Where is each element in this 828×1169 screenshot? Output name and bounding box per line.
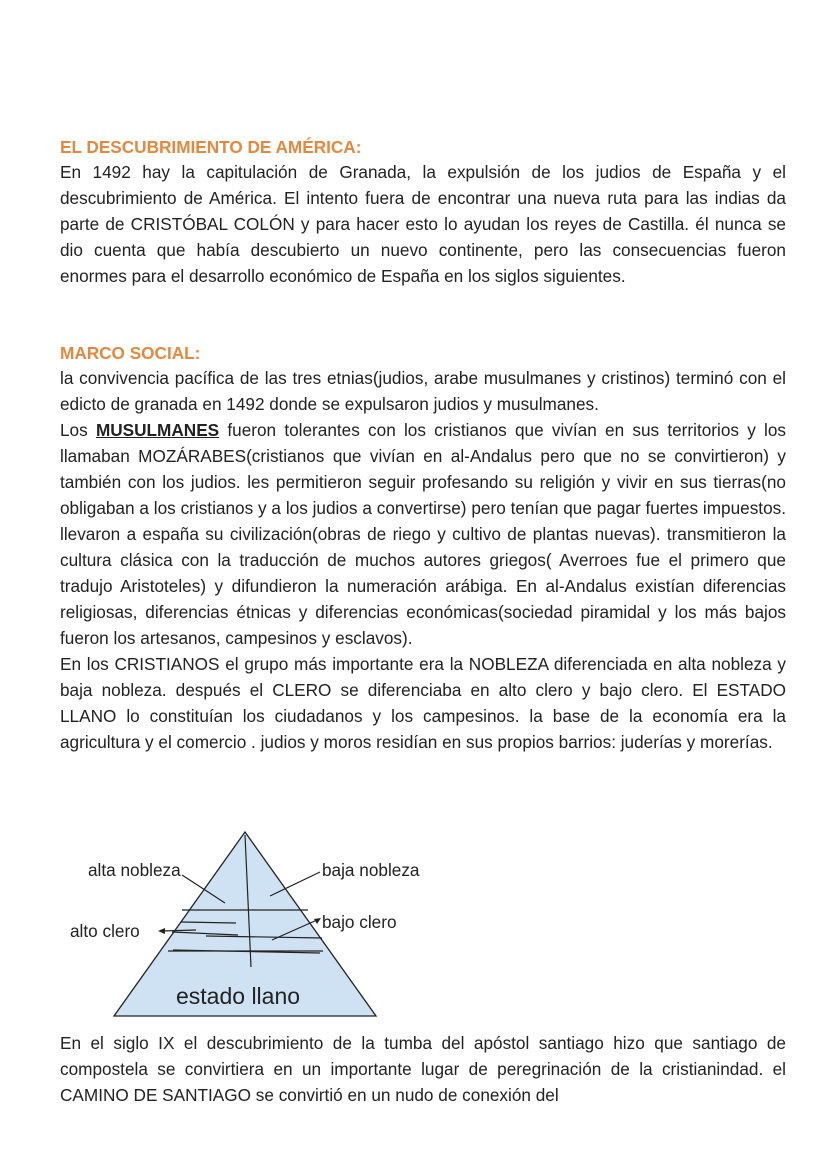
paragraph-descubrimiento-text: En 1492 hay la capitulación de Granada, la expulsión de los judios de España y el descubrimiento de América. El intento fuera de encontrar una nueva ruta para las indias da parte de CRISTÓBAL COLÓN y para hacer esto lo ayudan los reyes de Castilla. él nunca se dio cuenta que había descubierto un nuevo continente, pero las consecuencias fueron enormes para el desarrollo económico de España en los siglos siguientes. (60, 162, 786, 286)
label-estado-llano: estado llano (176, 983, 301, 1009)
paragraph-marco-social (60, 365, 786, 755)
social-pyramid-diagram (60, 830, 460, 1022)
paragraph-camino-santiago (60, 1030, 786, 1108)
musulmanes-term: MUSULMANES (95, 420, 220, 440)
heading-descubrimiento: EL DESCUBRIMIENTO DE AMÉRICA: (60, 137, 362, 157)
musulmanes-prefix: Los (60, 420, 96, 440)
label-bajo-clero: bajo clero (322, 912, 397, 932)
paragraph-convivencia: la convivencia pacífica de las tres etnias(judios, arabe musulmanes y cristinos) terminó con el edicto de granada en 1492 donde se expulsaron judios y musulmanes. (60, 368, 786, 414)
alto-clero-arrowhead (158, 928, 165, 934)
paragraph-camino-santiago-text: En el siglo IX el descubrimiento de la tumba del apóstol santiago hizo que santiago de compostela se convirtiera en un importante lugar de peregrinación de la cristianindad. el CAMINO DE SANTIAGO se convirtió en un nudo de conexión del (60, 1033, 786, 1105)
label-alta-nobleza: alta nobleza (88, 860, 181, 880)
paragraph-musulmanes (60, 417, 786, 651)
musulmanes-rest: fueron tolerantes con los cristianos que vivían en sus territorios y los llamaban MOZÁRABES(cristianos que vivían en al-Andalus pero que no se convirtieron) y también con los judios. les permitieron seguir profesando su religión y vivir en sus tierras(no obligaban a los cristianos y a los judios a convertirse) pero tenían que pagar fuertes impuestos. llevaron a españa su civilización(obras de riego y cultivo de plantas nuevas). transmitieron la cultura clásica con la traducción de muchos autores griegos( Averroes fue el primero que tradujo Aristoteles) y difundieron la numeración arábiga. En al-Andalus existían diferencias religiosas, diferencias étnicas y diferencias económicas(sociedad piramidal y los más bajos fueron los artesanos, campesinos y esclavos). (60, 420, 786, 648)
heading-marco-social: MARCO SOCIAL: (60, 343, 201, 363)
paragraph-cristianos: En los CRISTIANOS el grupo más importante era la NOBLEZA diferenciada en alta nobleza y baja nobleza. después el CLERO se diferenciaba en alto clero y bajo clero. El ESTADO LLANO lo constituían los ciudadanos y los campesinos. la base de la economía era la agricultura y el comercio . judios y moros residían en sus propios barrios: juderías y morerías. (60, 654, 786, 752)
paragraph-descubrimiento (60, 159, 786, 289)
label-alto-clero: alto clero (70, 921, 140, 941)
label-baja-nobleza: baja nobleza (322, 860, 420, 880)
